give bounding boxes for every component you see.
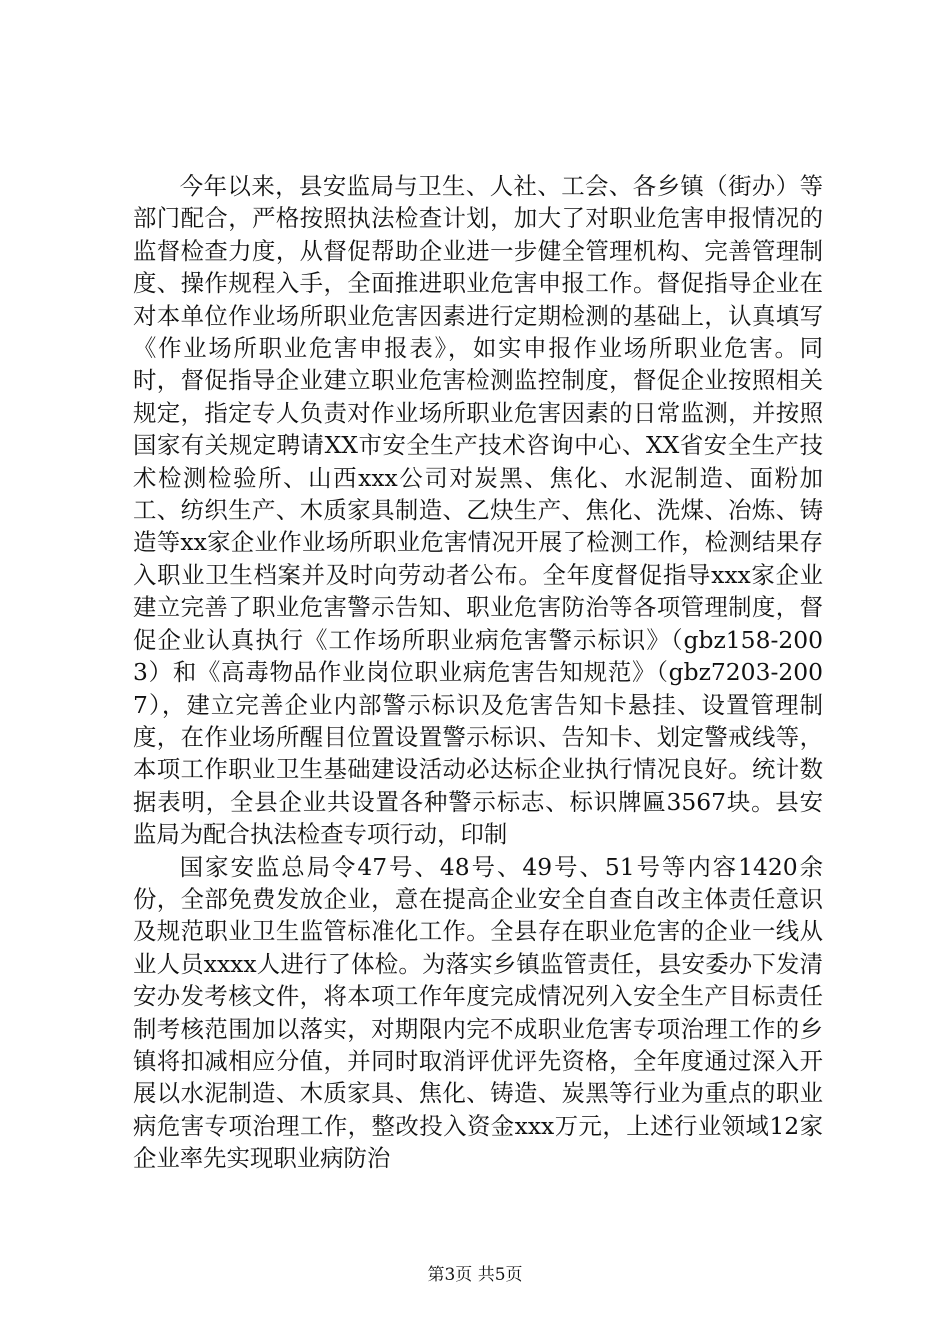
paragraph-1: 今年以来，县安监局与卫生、人社、工会、各乡镇（街办）等部门配合，严格按照执法检查计划，加大了对职业危害申报情况的监督检查力度，从督促帮助企业进一步健全管理机构、完善管理制度、操作规程入手，全面推进职业危害申报工作。督促指导企业在对本单位作业场所职业危害因素进行定期检测的基础上，认真填写《作业场所职业危害申报表》，如实申报作业场所职业危害。同时，督促指导企业建立职业危害检测监控制度，督促企业按照相关规定，指定专人负责对作业场所职业危害因素的日常监测，并按照国家有关规定聘请XX市安全生产技术咨询中心、XX省安全生产技术检测检验所、山西xxx公司对炭黑、焦化、水泥制造、面粉加工、纺织生产、木质家具制造、乙炔生产、焦化、洗煤、冶炼、铸造等xx家企业作业场所职业危害情况开展了检测工作，检测结果存入职业卫生档案并及时向劳动者公布。全年度督促指导xxx家企业建立完善了职业危害警示告知、职业危害防治等各项管理制度，督促企业认真执行《工作场所职业病危害警示标识》（gbz158-2003）和《高毒物品作业岗位职业病危害告知规范》（gbz7203-2007），建立完善企业内部警示标识及危害告知卡悬挂、设置管理制度，在作业场所醒目位置设置警示标识、告知卡、划定警戒线等，本项工作职业卫生基础建设活动必达标企业执行情况良好。统计数据表明，全县企业共设置各种警示标志、标识牌匾3567块。县安监局为配合执法检查专项行动，印制 [133, 172, 823, 849]
paragraph-2: 国家安监总局令47号、48号、49号、51号等内容1420余份，全部免费发放企业，意在提高企业安全自查自改主体责任意识及规范职业卫生监管标准化工作。全县存在职业危害的企业一线从业人员xxxx人进行了体检。为落实乡镇监管责任，县安委办下发清安办发考核文件，将本项工作年度完成情况列入安全生产目标责任制考核范围加以落实，对期限内完不成职业危害专项治理工作的乡镇将扣减相应分值，并同时取消评优评先资格，全年度通过深入开展以水泥制造、木质家具、焦化、铸造、炭黑等行业为重点的职业病危害专项治理工作，整改投入资金xxx万元，上述行业领域12家企业率先实现职业病防治 [133, 852, 823, 1173]
page-footer: 第3页 共5页 [427, 1265, 523, 1285]
document-body [133, 170, 823, 1175]
